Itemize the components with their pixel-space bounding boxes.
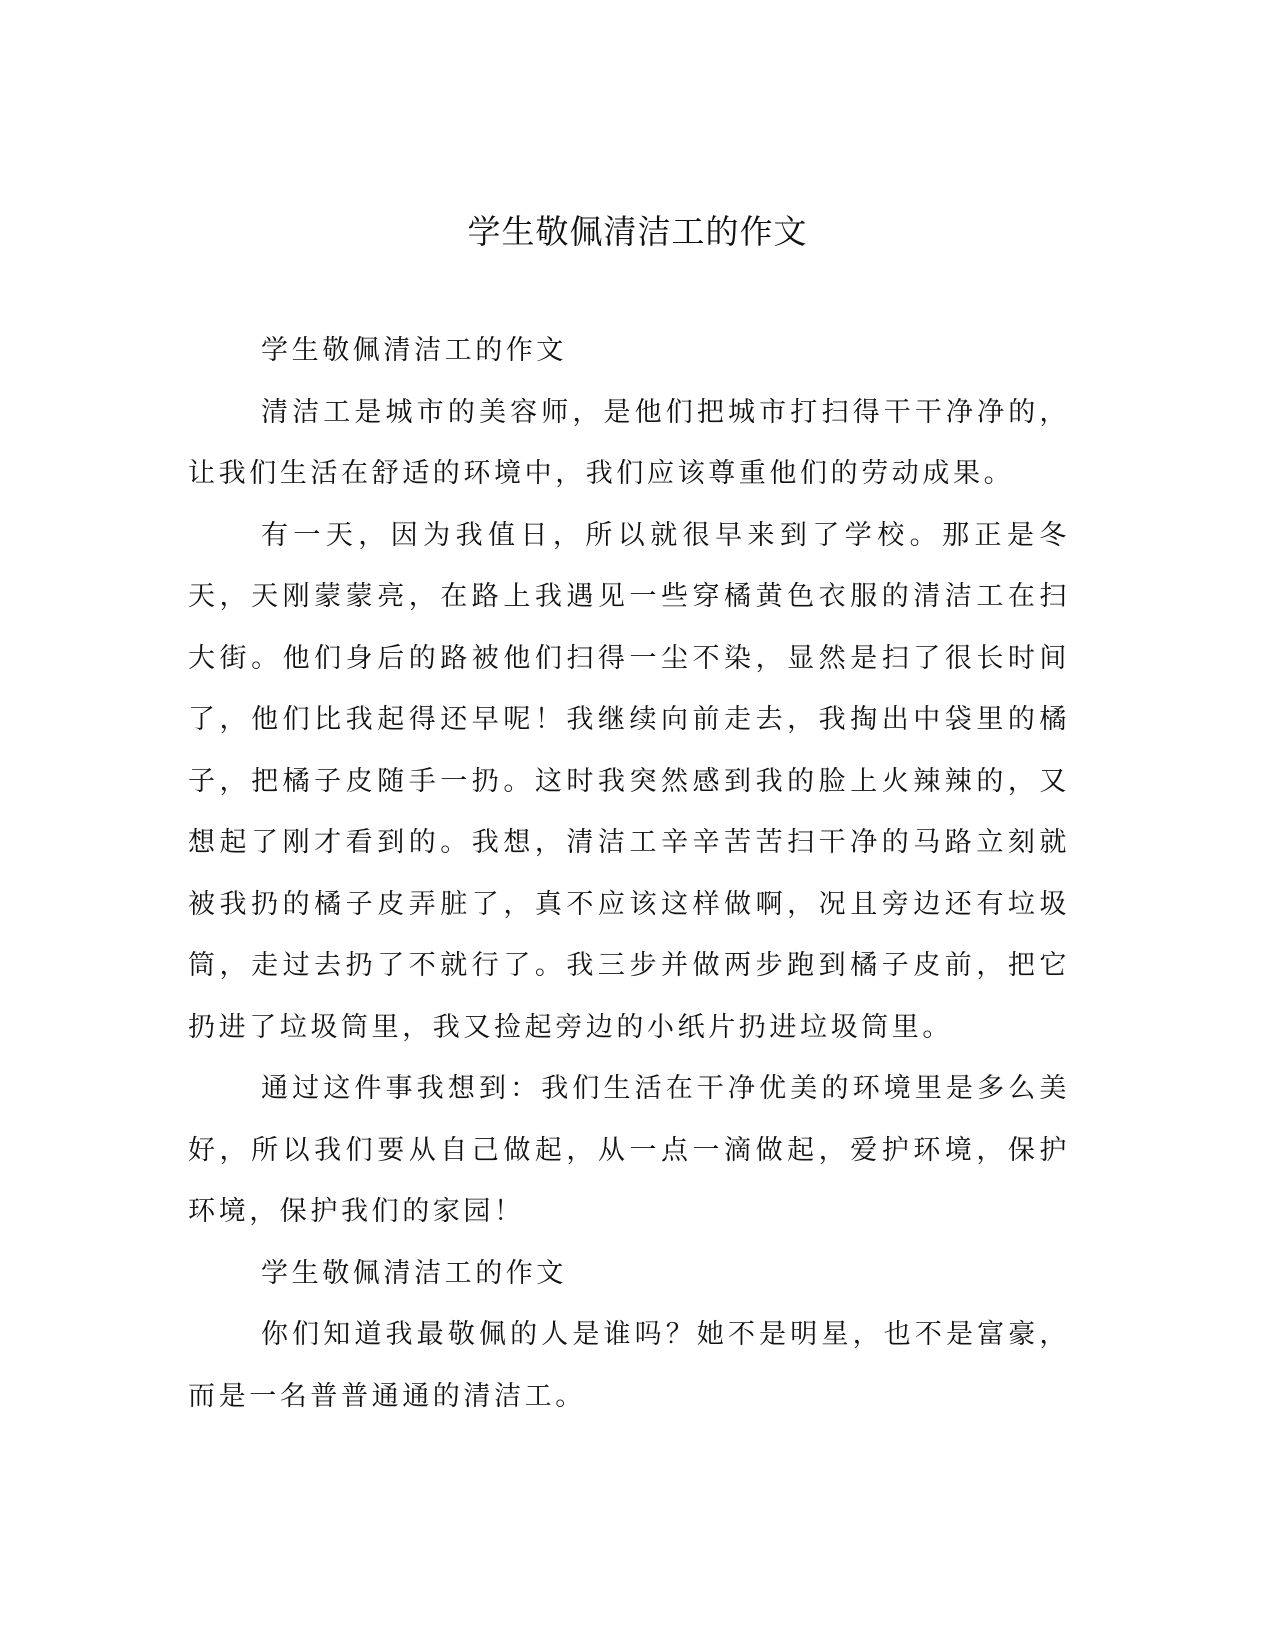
paragraph: 清洁工是城市的美容师，是他们把城市打扫得干干净净的，让我们生活在舒适的环境中，我们应该尊重他们的劳动成果。 [188, 396, 1070, 489]
paragraph-subtitle: 学生敬佩清洁工的作文 [261, 335, 567, 366]
paragraph-subtitle: 学生敬佩清洁工的作文 [261, 1257, 567, 1289]
document-body [188, 320, 1070, 1427]
document-title: 学生敬佩清洁工的作文 [467, 212, 808, 251]
paragraph: 有一天，因为我值日，所以就很早来到了学校。那正是冬天，天刚蒙蒙亮，在路上我遇见一些穿橘黄色衣服的清洁工在扫大街。他们身后的路被他们扫得一尘不染，显然是扫了很长时间了，他们比我起得还早呢！我继续向前走去，我掏出中袋里的橘子，把橘子皮随手一扔。这时我突然感到我的脸上火辣辣的，又想起了刚才看到的。我想，清洁工辛辛苦苦扫干净的马路立刻就被我扔的橘子皮弄脏了，真不应该这样做啊，况且旁边还有垃圾筒，走过去扔了不就行了。我三步并做两步跑到橘子皮前，把它扔进了垃圾筒里，我又捡起旁边的小纸片扔进垃圾筒里。 [188, 519, 1070, 1043]
paragraph: 你们知道我最敬佩的人是谁吗？她不是明星，也不是富豪，而是一名普普通通的清洁工。 [188, 1319, 1070, 1412]
paragraph: 通过这件事我想到：我们生活在干净优美的环境里是多么美好，所以我们要从自己做起，从一点一滴做起，爱护环境，保护环境，保护我们的家园！ [188, 1073, 1070, 1227]
